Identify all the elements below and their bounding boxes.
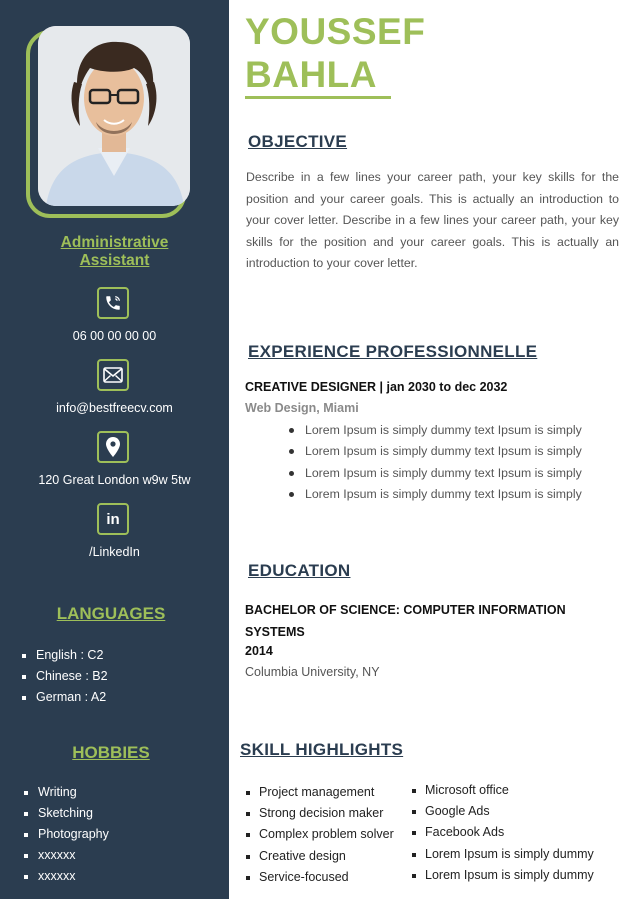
skill-item: Strong decision maker bbox=[245, 803, 394, 824]
skill-item: Project management bbox=[245, 782, 394, 803]
company-name: Web Design, Miami bbox=[245, 401, 359, 415]
hobby-item: Sketching bbox=[22, 803, 109, 824]
hobby-item: xxxxxx bbox=[22, 845, 109, 866]
main-content bbox=[229, 0, 636, 899]
mail-icon bbox=[97, 359, 129, 391]
profile-photo bbox=[38, 26, 190, 206]
skills-heading: SKILL HIGHLIGHTS bbox=[240, 740, 404, 759]
job-position: CREATIVE DESIGNER | jan 2030 to dec 2032 bbox=[245, 380, 508, 394]
hobbies-list bbox=[22, 782, 109, 887]
name-line1: YOUSSEF bbox=[245, 11, 426, 52]
degree-title: BACHELOR OF SCIENCE: COMPUTER INFORMATION SYSTEMS bbox=[245, 603, 566, 639]
name-line2: BAHLA bbox=[245, 54, 377, 95]
linkedin-link[interactable]: /LinkedIn bbox=[89, 545, 140, 559]
street-address: 120 Great London w9w 5tw bbox=[38, 473, 191, 487]
education-year: 2014 bbox=[245, 644, 273, 658]
skill-item: Lorem Ipsum is simply dummy bbox=[411, 844, 594, 865]
language-item: German : A2 bbox=[20, 687, 108, 708]
experience-item: Lorem Ipsum is simply dummy text Ipsum is simply bbox=[287, 484, 582, 505]
phone-icon bbox=[97, 287, 129, 319]
experience-heading: EXPERIENCE PROFESSIONNELLE bbox=[248, 342, 538, 361]
phone-number: 06 00 00 00 00 bbox=[72, 329, 157, 343]
name-underline bbox=[245, 96, 391, 99]
language-item: Chinese : B2 bbox=[20, 666, 108, 687]
experience-item: Lorem Ipsum is simply dummy text Ipsum is simply bbox=[287, 441, 582, 462]
languages-heading: LANGUAGES bbox=[56, 604, 166, 623]
skill-item: Service-focused bbox=[245, 867, 394, 888]
email-address: info@bestfreecv.com bbox=[56, 401, 173, 415]
skill-item: Lorem Ipsum is simply dummy bbox=[411, 865, 594, 886]
job-title-line1: Administrative bbox=[60, 234, 169, 251]
education-heading: EDUCATION bbox=[248, 561, 351, 580]
skills-list-left bbox=[245, 782, 394, 888]
hobby-item: xxxxxx bbox=[22, 866, 109, 887]
objective-text: Describe in a few lines your career path, your key skills for the position and your career goals. This is actually an introduction to your cover letter. Describe in a few lines your career path, your key skills for the position and your career goals. This is actually an introduction to your cover letter. bbox=[246, 170, 619, 270]
skill-item: Microsoft office bbox=[411, 780, 594, 801]
skill-item: Creative design bbox=[245, 846, 394, 867]
experience-item: Lorem Ipsum is simply dummy text Ipsum is simply bbox=[287, 463, 582, 484]
location-pin-icon bbox=[97, 431, 129, 463]
hobbies-heading: HOBBIES bbox=[72, 743, 150, 762]
language-item: English : C2 bbox=[20, 645, 108, 666]
languages-list bbox=[20, 645, 108, 708]
objective-heading: OBJECTIVE bbox=[248, 132, 348, 151]
hobby-item: Photography bbox=[22, 824, 109, 845]
education-school: Columbia University, NY bbox=[245, 665, 380, 679]
experience-list bbox=[287, 420, 582, 505]
skills-list-right bbox=[411, 780, 594, 886]
linkedin-icon: in bbox=[97, 503, 129, 535]
sidebar bbox=[0, 0, 229, 899]
hobby-item: Writing bbox=[22, 782, 109, 803]
job-title-line2: Assistant bbox=[79, 252, 150, 269]
candidate-name bbox=[245, 10, 425, 96]
skill-item: Complex problem solver bbox=[245, 824, 394, 845]
skill-item: Facebook Ads bbox=[411, 822, 594, 843]
job-title bbox=[0, 234, 229, 270]
experience-item: Lorem Ipsum is simply dummy text Ipsum is simply bbox=[287, 420, 582, 441]
skill-item: Google Ads bbox=[411, 801, 594, 822]
